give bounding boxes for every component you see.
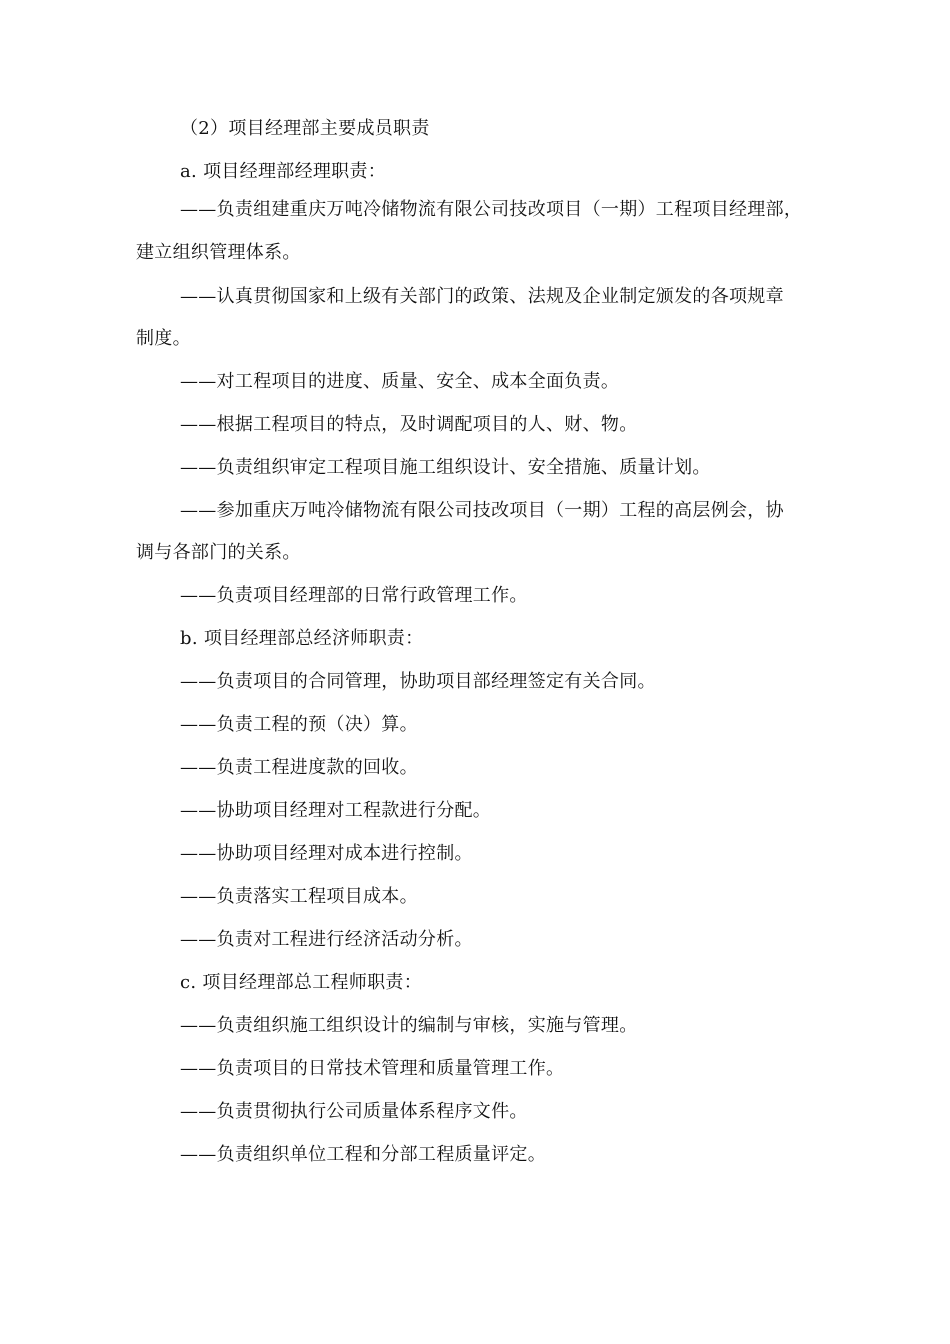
economist-duty-1: ——负责项目的合同管理，协助项目部经理签定有关合同。 bbox=[180, 671, 656, 692]
engineer-duty-2: ——负责项目的日常技术管理和质量管理工作。 bbox=[180, 1058, 565, 1079]
manager-duties-heading: a. 项目经理部经理职责： bbox=[180, 161, 387, 182]
manager-duty-6-continuation: 调与各部门的关系。 bbox=[136, 542, 301, 563]
manager-duty-2: ——认真贯彻国家和上级有关部门的政策、法规及企业制定颁发的各项规章 bbox=[180, 286, 784, 307]
economist-duty-6: ——负责落实工程项目成本。 bbox=[180, 886, 418, 907]
economist-duty-3: ——负责工程进度款的回收。 bbox=[180, 757, 418, 778]
economist-duty-4: ——协助项目经理对工程款进行分配。 bbox=[180, 800, 492, 821]
engineer-duty-4: ——负责组织单位工程和分部工程质量评定。 bbox=[180, 1144, 546, 1165]
engineer-duties-heading: c. 项目经理部总工程师职责： bbox=[180, 972, 423, 993]
economist-duties-heading: b. 项目经理部总经济师职责： bbox=[180, 628, 424, 649]
economist-duty-7: ——负责对工程进行经济活动分析。 bbox=[180, 929, 473, 950]
economist-duty-5: ——协助项目经理对成本进行控制。 bbox=[180, 843, 473, 864]
engineer-duty-3: ——负责贯彻执行公司质量体系程序文件。 bbox=[180, 1101, 528, 1122]
manager-duty-5: ——负责组织审定工程项目施工组织设计、安全措施、质量计划。 bbox=[180, 457, 711, 478]
manager-duty-3: ——对工程项目的进度、质量、安全、成本全面负责。 bbox=[180, 371, 620, 392]
manager-duty-2-continuation: 制度。 bbox=[136, 328, 191, 349]
manager-duty-7: ——负责项目经理部的日常行政管理工作。 bbox=[180, 585, 528, 606]
manager-duty-6: ——参加重庆万吨冷储物流有限公司技改项目（一期）工程的高层例会，协 bbox=[180, 500, 784, 521]
engineer-duty-1: ——负责组织施工组织设计的编制与审核，实施与管理。 bbox=[180, 1015, 638, 1036]
manager-duty-1: ——负责组建重庆万吨冷储物流有限公司技改项目（一期）工程项目经理部， bbox=[180, 199, 803, 220]
economist-duty-2: ——负责工程的预（决）算。 bbox=[180, 714, 418, 735]
manager-duty-4: ——根据工程项目的特点，及时调配项目的人、财、物。 bbox=[180, 414, 638, 435]
manager-duty-1-continuation: 建立组织管理体系。 bbox=[136, 242, 301, 263]
section-heading: （2）项目经理部主要成员职责 bbox=[180, 118, 430, 139]
